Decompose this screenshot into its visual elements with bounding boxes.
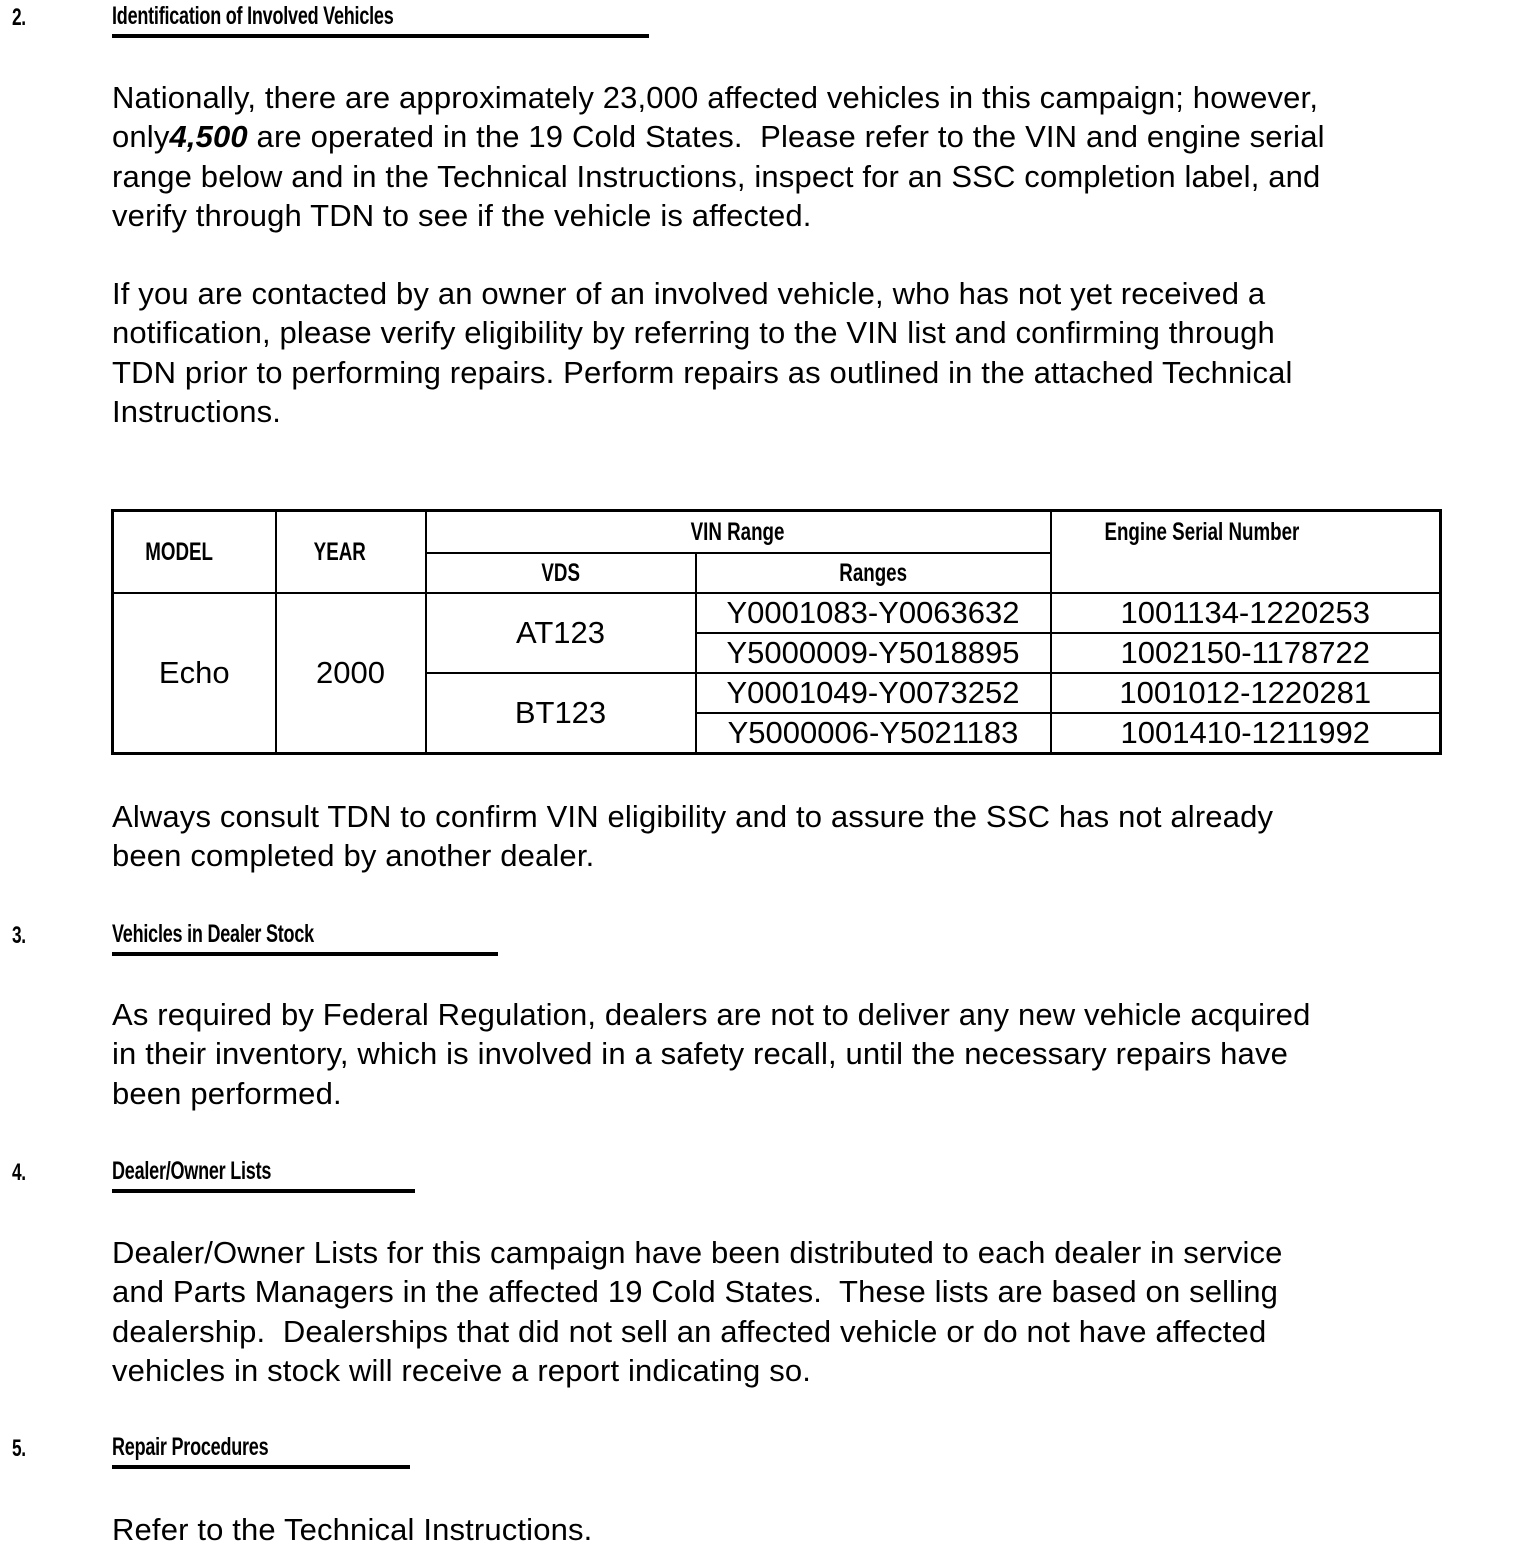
header-ranges: Ranges [696, 553, 1051, 593]
range-cell: Y0001049-Y0073252 [696, 673, 1051, 713]
engine-cell: 1001134-1220253 [1051, 593, 1441, 633]
paragraph-contacted: If you are contacted by an owner of an involved vehicle, who has not yet received a notification, please verify eligibility by referring to the VIN list and confirming through TDN prior to performing repairs. Perform repairs as outlined in the attached Technical Instructions. [112, 276, 1293, 429]
table-row [113, 593, 1441, 633]
header-year: YEAR [276, 511, 426, 594]
engine-cell: 1001012-1220281 [1051, 673, 1441, 713]
range-cell: Y5000006-Y5021183 [696, 713, 1051, 754]
model-cell: Echo [113, 593, 276, 754]
section-heading: Identification of Involved Vehicles [112, 2, 649, 38]
section-heading: Dealer/Owner Lists [112, 1157, 415, 1193]
header-engine-serial: Engine Serial Number [1051, 511, 1441, 594]
paragraph-repair: Refer to the Technical Instructions. [112, 1512, 593, 1547]
paragraph-nationally: Nationally, there are approximately 23,000 affected vehicles in this campaign; however, only4,500 are operated in the 19 Cold States. Please refer to the VIN and engine serial range below and in the Technical Instructions, inspect for an SSC completion label, and verify through TDN to see if the vehicle is affected. [112, 80, 1325, 233]
header-model: MODEL [113, 511, 276, 594]
paragraph-dealer-stock: As required by Federal Regulation, dealers are not to deliver any new vehicle acquired in their inventory, which is involved in a safety recall, until the necessary repairs have been performed. [112, 997, 1311, 1111]
section-number: 4. [12, 1159, 26, 1186]
section-number: 5. [12, 1435, 26, 1462]
paragraph-always-consult: Always consult TDN to confirm VIN eligibility and to assure the SSC has not already been completed by another dealer. [112, 799, 1274, 874]
range-cell: Y0001083-Y0063632 [696, 593, 1051, 633]
header-vin-range: VIN Range [426, 511, 1051, 554]
vds-cell: BT123 [426, 673, 696, 754]
vin-table [111, 509, 1442, 755]
section-heading: Vehicles in Dealer Stock [112, 920, 498, 956]
paragraph-owner-lists: Dealer/Owner Lists for this campaign have been distributed to each dealer in service and Parts Managers in the affected 19 Cold States. These lists are based on selling dealership. Dealerships that did not sell an affected vehicle or do not have affected vehicles in stock will receive a report indicating so. [112, 1235, 1283, 1388]
header-vds: VDS [426, 553, 696, 593]
vds-cell: AT123 [426, 593, 696, 673]
engine-cell: 1002150-1178722 [1051, 633, 1441, 673]
engine-cell: 1001410-1211992 [1051, 713, 1441, 754]
section-number: 3. [12, 922, 26, 949]
range-cell: Y5000009-Y5018895 [696, 633, 1051, 673]
year-cell: 2000 [276, 593, 426, 754]
section-heading: Repair Procedures [112, 1433, 410, 1469]
section-number: 2. [12, 4, 26, 31]
